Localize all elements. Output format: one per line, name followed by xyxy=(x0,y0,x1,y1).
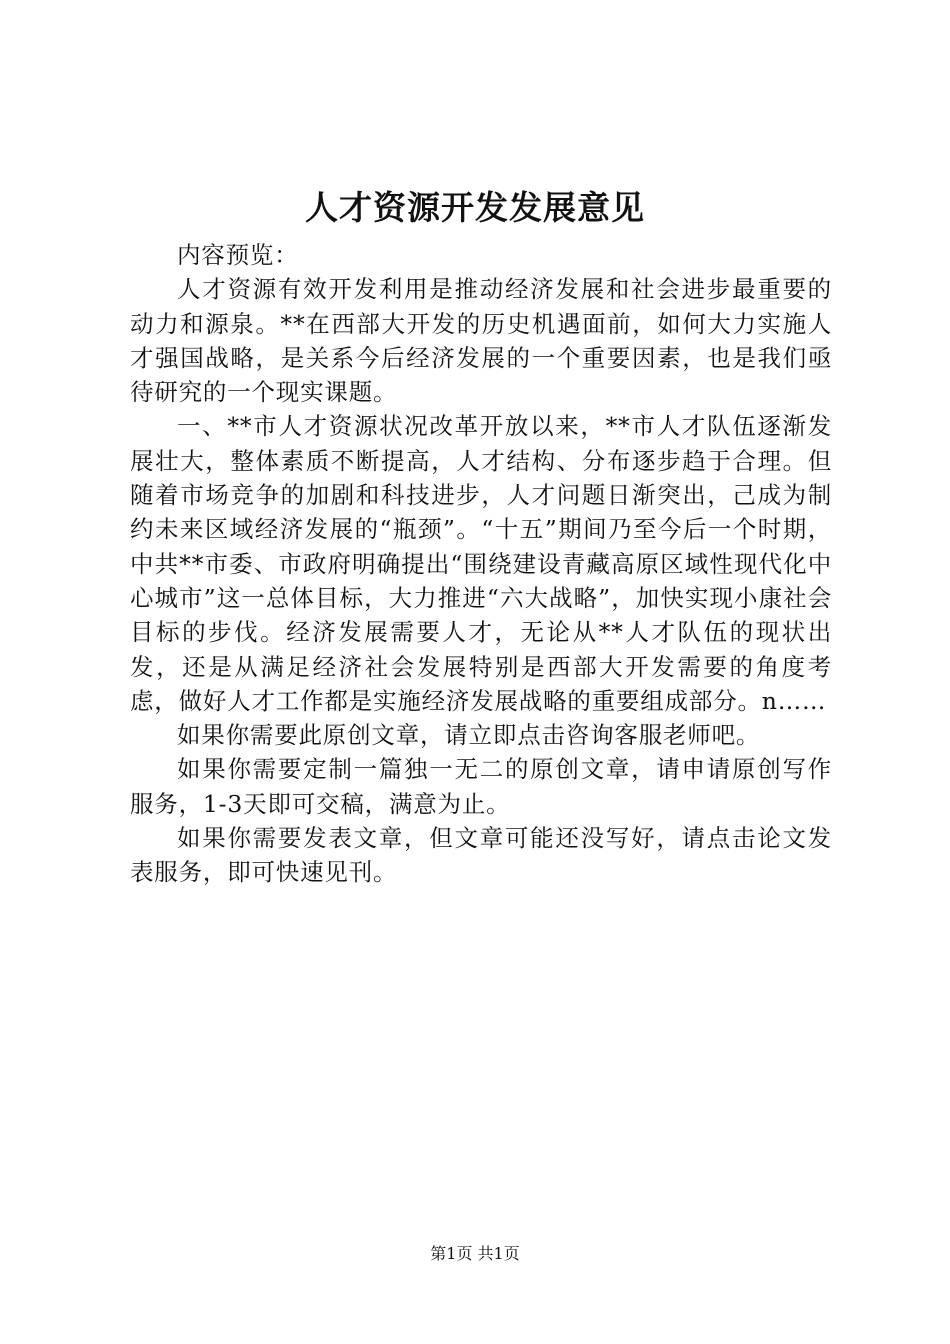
paragraph-intro: 人才资源有效开发利用是推动经济发展和社会进步最重要的动力和源泉。**在西部大开发的历史机遇面前，如何大力实施人才强国战略，是关系今后经济发展的一个重要因素，也是我们亟待研究的一个现实课题。 xyxy=(130,275,832,407)
paragraph-custom-writing-link[interactable]: 如果你需要定制一篇独一无二的原创文章，请申请原创写作服务，1-3天即可交稿，满意为止。 xyxy=(130,755,832,818)
paragraph-section-one: 一、**市人才资源状况改革开放以来，**市人才队伍逐渐发展壮大，整体素质不断提高，人才结构、分布逐步趋于合理。但随着市场竞争的加剧和科技进步，人才问题日渐突出，己成为制约未来区域经济发展的“瓶颈”。“十五”期间乃至今后一个时期，中共**市委、市政府明确提出“围绕建设青藏高原区域性现代化中心城市”这一总体目标，大力推进“六大战略”，加快实现小康社会目标的步伐。经济发展需要人才，无论从**人才队伍的现状出发，还是从满足经济社会发展特别是西部大开发需要的角度考虑，做好人才工作都是实施经济发展战略的重要组成部分。n…… xyxy=(130,412,832,715)
paragraph-publish-link[interactable]: 如果你需要发表文章，但文章可能还没写好，请点击论文发表服务，即可快速见刊。 xyxy=(130,824,832,887)
document-title: 人才资源开发发展意见 xyxy=(305,188,645,227)
page-number-footer: 第1页 共1页 xyxy=(430,1244,520,1263)
paragraph-consult-link[interactable]: 如果你需要此原创文章，请立即点击咨询客服老师吧。 xyxy=(177,721,761,750)
document-body xyxy=(130,238,832,890)
preview-label: 内容预览： xyxy=(177,241,299,269)
